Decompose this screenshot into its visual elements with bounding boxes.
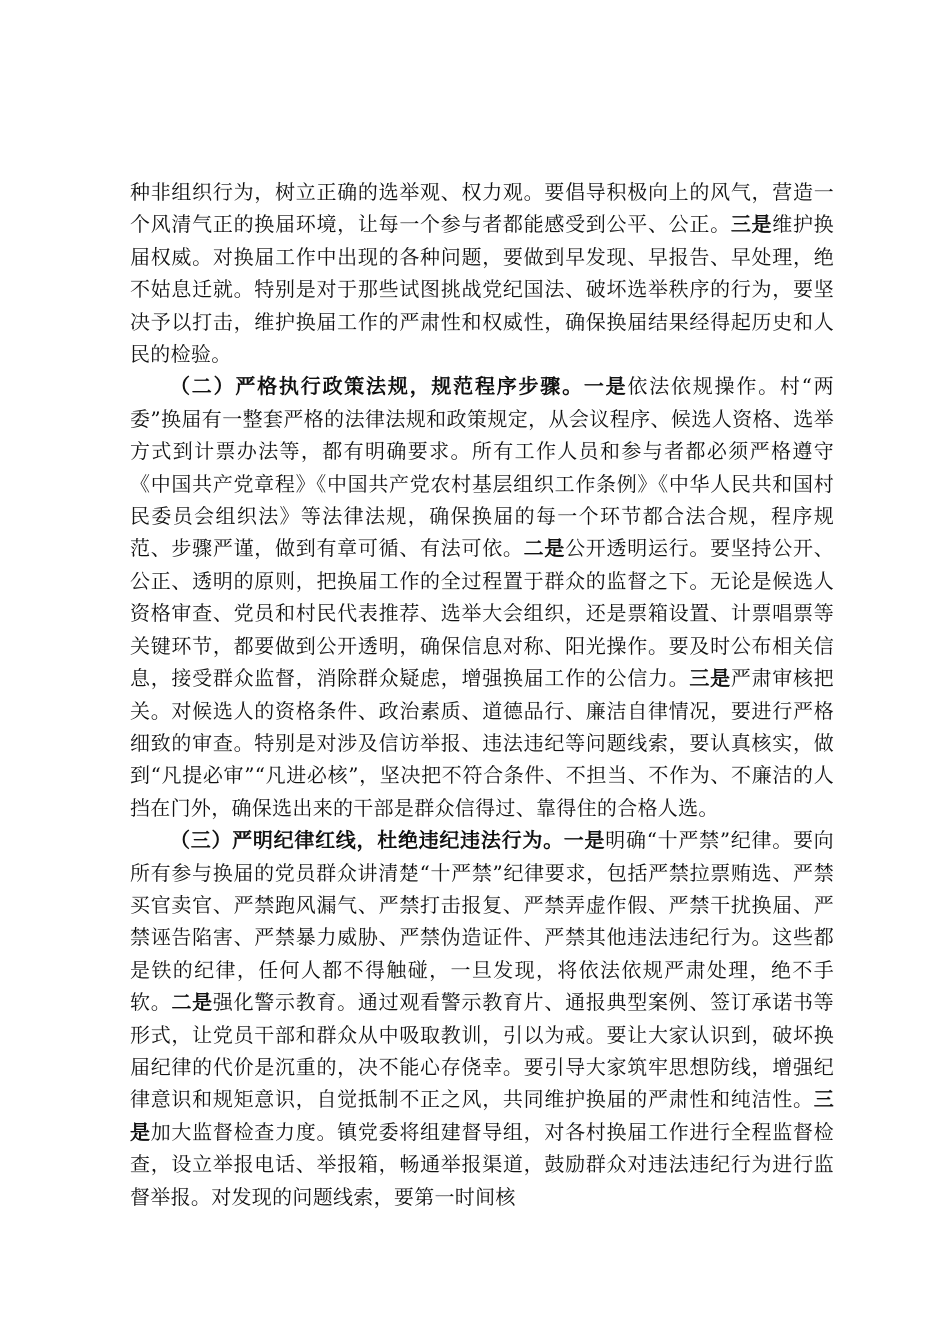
paragraph-2 xyxy=(130,370,834,824)
bold-lead-phrase: 三是 xyxy=(130,1087,834,1144)
paragraph-text: 维护换届权威。对换届工作中出现的各种问题，要做到早发现、早报告、早处理，绝不姑息迁就。特别是对于那些试图挑战党纪国法、破坏选举秩序的行为，要坚决予以打击，维护换届工作的严肃性和权威性，确保换届结果经得起历史和人民的检验。 xyxy=(130,212,834,367)
paragraph-1 xyxy=(130,176,834,370)
paragraph-text: 明确“十严禁”纪律。要向所有参与换届的党员群众讲清楚“十严禁”纪律要求，包括严禁拉票贿选、严禁买官卖官、严禁跑风漏气、严禁打击报复、严禁弄虚作假、严禁干扰换届、严禁诬告陷害、严禁暴力威胁、严禁伪造证件、严禁其他违法违纪行为。这些都是铁的纪律，任何人都不得触碰，一旦发现，将依法依规严肃处理，绝不手软。 xyxy=(130,828,834,1015)
paragraph-text: 加大监督检查力度。镇党委将组建督导组，对各村换届工作进行全程监督检查，设立举报电话、举报箱，畅通举报渠道，鼓励群众对违法违纪行为进行监督举报。对发现的问题线索，要第一时间核 xyxy=(130,1119,834,1209)
document-body xyxy=(130,176,834,1213)
bold-lead-phrase: 三是 xyxy=(689,666,731,691)
bold-lead-phrase: 二是 xyxy=(523,536,566,561)
bold-lead-phrase: 二是 xyxy=(171,990,213,1015)
paragraph-text: 种非组织行为，树立正确的选举观、权力观。要倡导积极向上的风气，营造一个风清气正的换届环境，让每一个参与者都能感受到公平、公正。 xyxy=(130,180,834,237)
paragraph-3 xyxy=(130,824,834,1213)
paragraph-text: 强化警示教育。通过观看警示教育片、通报典型案例、签订承诺书等形式，让党员干部和群众从中吸取教训，引以为戒。要让大家认识到，破坏换届纪律的代价是沉重的，决不能心存侥幸。要引导大家筑牢思想防线，增强纪律意识和规矩意识，自觉抵制不正之风，共同维护换届的严肃性和纯洁性。 xyxy=(130,990,834,1112)
section-heading-3: （三）严明纪律红线，杜绝违纪违法行为。一是 xyxy=(170,828,606,853)
paragraph-text: 严肃审核把关。对候选人的资格条件、政治素质、道德品行、廉洁自律情况，要进行严格细致的审查。特别是对涉及信访举报、违法违纪等问题线索，要认真核实，做到“凡提必审”“凡进必核”，坚决把不符合条件、不担当、不作为、不廉洁的人挡在门外，确保选出来的干部是群众信得过、靠得住的合格人选。 xyxy=(130,666,834,820)
section-heading-2: （二）严格执行政策法规，规范程序步骤。一是 xyxy=(170,374,628,399)
paragraph-text: 依法依规操作。村“两委”换届有一整套严格的法律法规和政策规定，从会议程序、候选人资格、选举方式到计票办法等，都有明确要求。所有工作人员和参与者都必须严格遵守《中国共产党章程》《中国共产党农村基层组织工作条例》《中华人民共和国村民委员会组织法》等法律法规，确保换届的每一个环节都合法合规，程序规范、步骤严谨，做到有章可循、有法可依。 xyxy=(130,374,834,561)
paragraph-text: 公开透明运行。要坚持公开、公正、透明的原则，把换届工作的全过程置于群众的监督之下。无论是候选人资格审查、党员和村民代表推荐、选举大会组织，还是票箱设置、计票唱票等关键环节，都要做到公开透明，确保信息对称、阳光操作。要及时公布相关信息，接受群众监督，消除群众疑虑，增强换届工作的公信力。 xyxy=(130,536,834,691)
bold-lead-phrase: 三是 xyxy=(730,212,773,237)
